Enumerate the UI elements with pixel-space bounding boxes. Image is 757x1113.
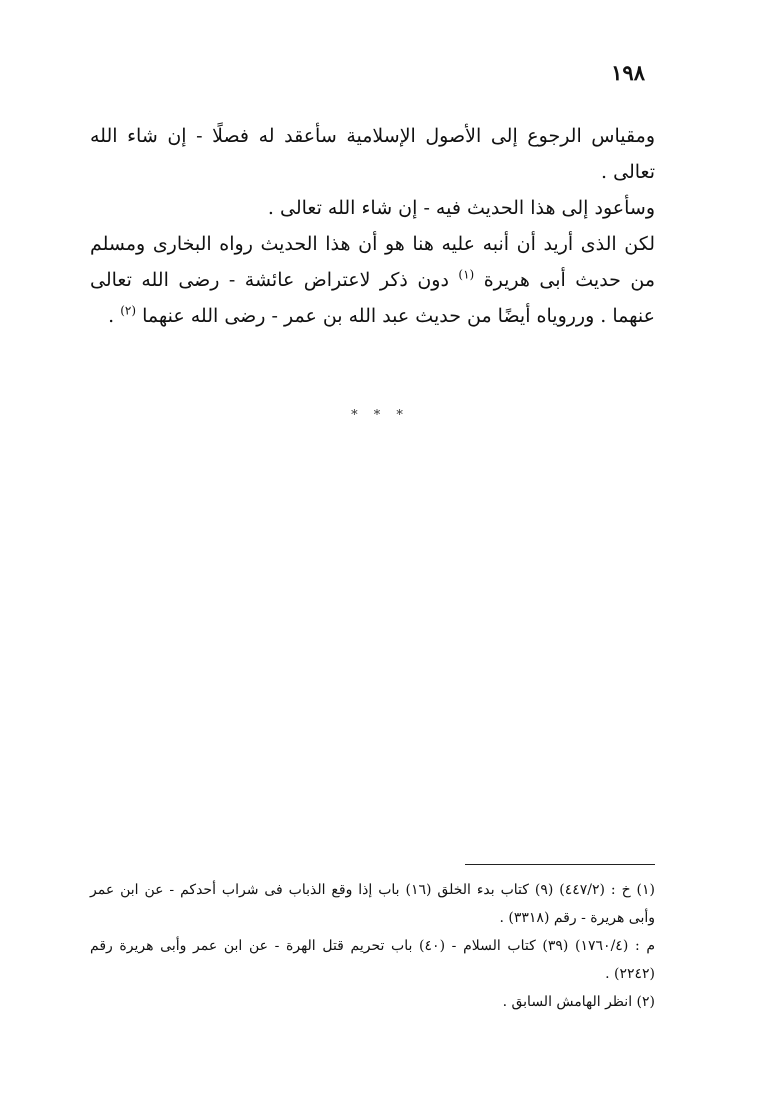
footnote-rule bbox=[465, 864, 655, 865]
footnote-1-muslim: م : (١٧٦٠/٤) (٣٩) كتاب السلام - (٤٠) باب تحريم قتل الهرة - عن ابن عمر وأبى هريرة رقم (٢٢٤٢) . bbox=[90, 938, 655, 982]
section-separator: * * * bbox=[351, 408, 409, 423]
footnote-2: (٢) انظر الهامش السابق . bbox=[502, 994, 655, 1010]
paragraph-2-part-2: دون ذكر لاعتراض عائشة - رضى الله تعالى عنهما . ورروياه أيضًا من حديث عبد الله بن عمر - رضى الله عنهما bbox=[90, 269, 655, 327]
paragraph-1-line-1: ومقياس الرجوع إلى الأصول الإسلامية سأعقد له فصلًا - إن شاء الله تعالى . bbox=[90, 125, 655, 183]
footnote-1-bukhari: (١) خ : (٤٤٧/٢) (٩) كتاب بدء الخلق (١٦) باب إذا وقع الذباب فى شراب أحدكم - عن ابن عمر وأبى هريرة - رقم (٣٣١٨) . bbox=[90, 882, 656, 926]
main-text bbox=[90, 118, 655, 334]
paragraph-2 bbox=[90, 226, 655, 334]
paragraph-2-part-1: لكن الذى أريد أن أنبه عليه هنا هو أن هذا الحديث رواه البخارى ومسلم من حديث أبى هريرة bbox=[90, 233, 656, 291]
page-number: ١٩٨ bbox=[611, 60, 645, 85]
footnote-ref-1[interactable]: (١) bbox=[458, 267, 475, 282]
paragraph-1-line-2: وسأعود إلى هذا الحديث فيه - إن شاء الله تعالى . bbox=[267, 197, 655, 219]
footnotes bbox=[90, 876, 655, 1016]
footnote-ref-2[interactable]: (٢) bbox=[120, 303, 137, 318]
paragraph-2-end: . bbox=[108, 305, 115, 327]
